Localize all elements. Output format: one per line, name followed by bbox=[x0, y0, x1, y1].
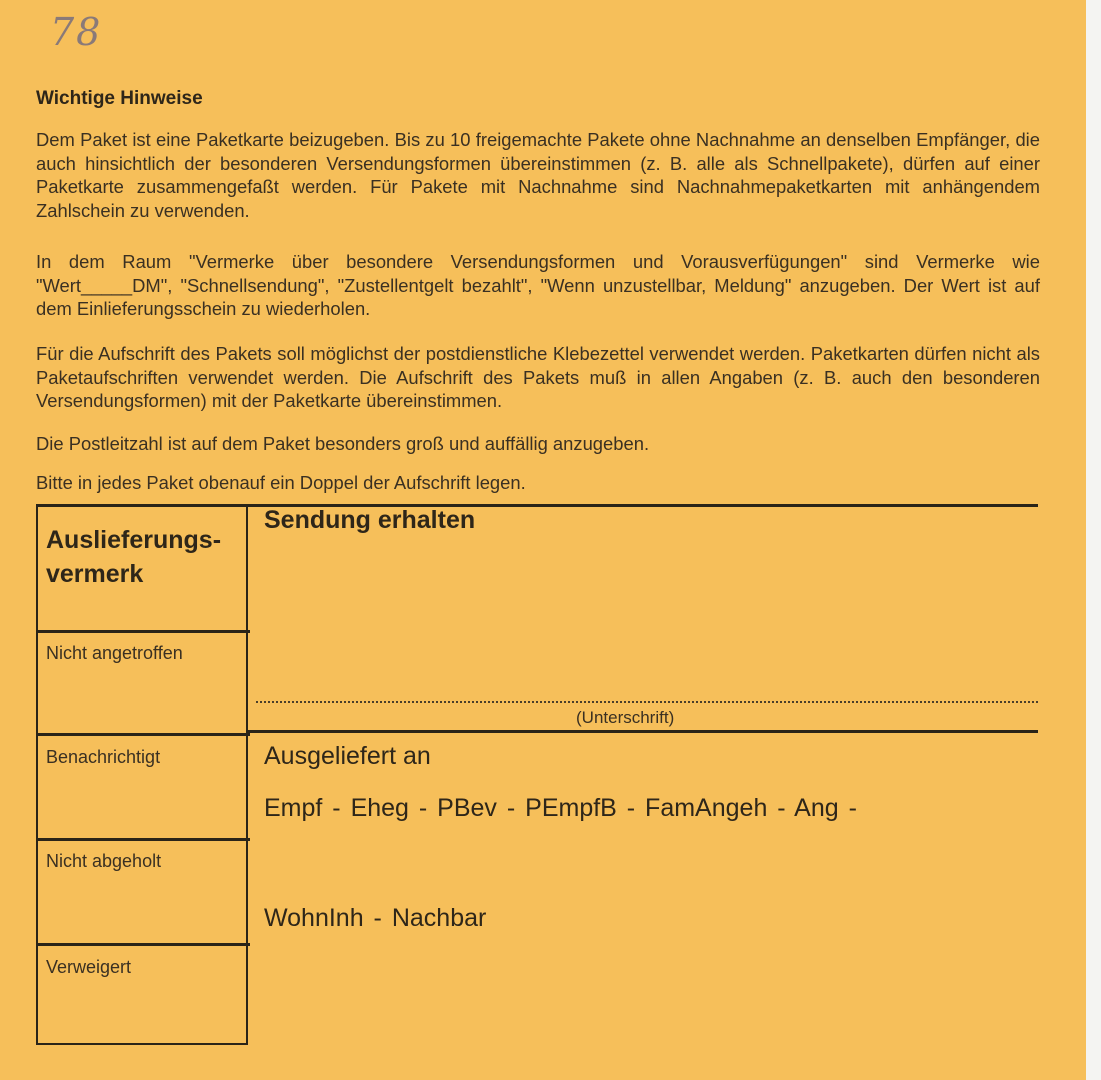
delivered-to-title: Ausgeliefert an bbox=[264, 742, 431, 770]
cell-divider bbox=[38, 943, 250, 946]
cell-divider bbox=[38, 733, 250, 736]
delivery-note-title-line2: vermerk bbox=[46, 560, 144, 588]
received-title: Sendung erhalten bbox=[264, 506, 476, 534]
notice-paragraph: In dem Raum "Vermerke über besondere Versendungsformen und Vorausverfügungen" sind Vermerke wie "Wert_____DM", "Schnellsendung", "Zustellentgelt bezahlt", "Wenn unzustellbar, Meldung" anzugeben. Der Wert ist auf dem Einlieferungsschein zu wiederholen. bbox=[36, 251, 1040, 319]
recipient-options-line: WohnInh - Nachbar bbox=[264, 904, 487, 932]
delivery-form bbox=[36, 504, 1038, 1048]
field-not-collected: Nicht abgeholt bbox=[46, 851, 162, 871]
notice-paragraph: Dem Paket ist eine Paketkarte beizugeben. Bis zu 10 freigemachte Pakete ohne Nachnahme an denselben Empfänger, die auch hinsichtlich der besonderen Versendungsformen übereinstimmen (z. B. alle als Schnellpakete), dürfen auf einer Paketkarte zusammengefaßt werden. Für Pakete mit Nachnahme sind Nachnahmepaketkarten mit anhängendem Zahlschein zu verwenden. bbox=[36, 129, 1040, 221]
delivery-status-column bbox=[36, 504, 248, 1045]
field-not-found: Nicht angetroffen bbox=[46, 643, 183, 663]
signature-line bbox=[256, 701, 1038, 703]
scan-edge bbox=[1086, 0, 1101, 1080]
field-refused: Verweigert bbox=[46, 957, 132, 977]
delivery-note-title-line1: Auslieferungs- bbox=[46, 526, 222, 554]
cell-divider bbox=[38, 630, 250, 633]
form-mid-rule bbox=[248, 730, 1038, 733]
notice-paragraph: Bitte in jedes Paket obenauf ein Doppel der Aufschrift legen. bbox=[36, 472, 526, 493]
handwritten-number: 78 bbox=[50, 10, 103, 54]
cell-divider bbox=[38, 838, 250, 841]
notice-paragraph: Die Postleitzahl ist auf dem Paket besonders groß und auffällig anzugeben. bbox=[36, 433, 650, 454]
notice-heading: Wichtige Hinweise bbox=[36, 88, 203, 109]
recipient-options-line: Empf - Eheg - PBev - PEmpfB - FamAngeh - Ang - bbox=[264, 794, 857, 822]
signature-label: (Unterschrift) bbox=[576, 708, 675, 727]
field-notified: Benachrichtigt bbox=[46, 747, 161, 767]
delivery-note-title bbox=[46, 523, 221, 591]
notice-paragraph: Für die Aufschrift des Pakets soll möglichst der postdienstliche Klebezettel verwendet werden. Paketkarten dürfen nicht als Paketaufschriften verwendet werden. Die Aufschrift des Pakets muß in allen Angaben (z. B. auch den besonderen Versendungsformen) mit der Paketkarte übereinstimmen. bbox=[36, 343, 1040, 411]
